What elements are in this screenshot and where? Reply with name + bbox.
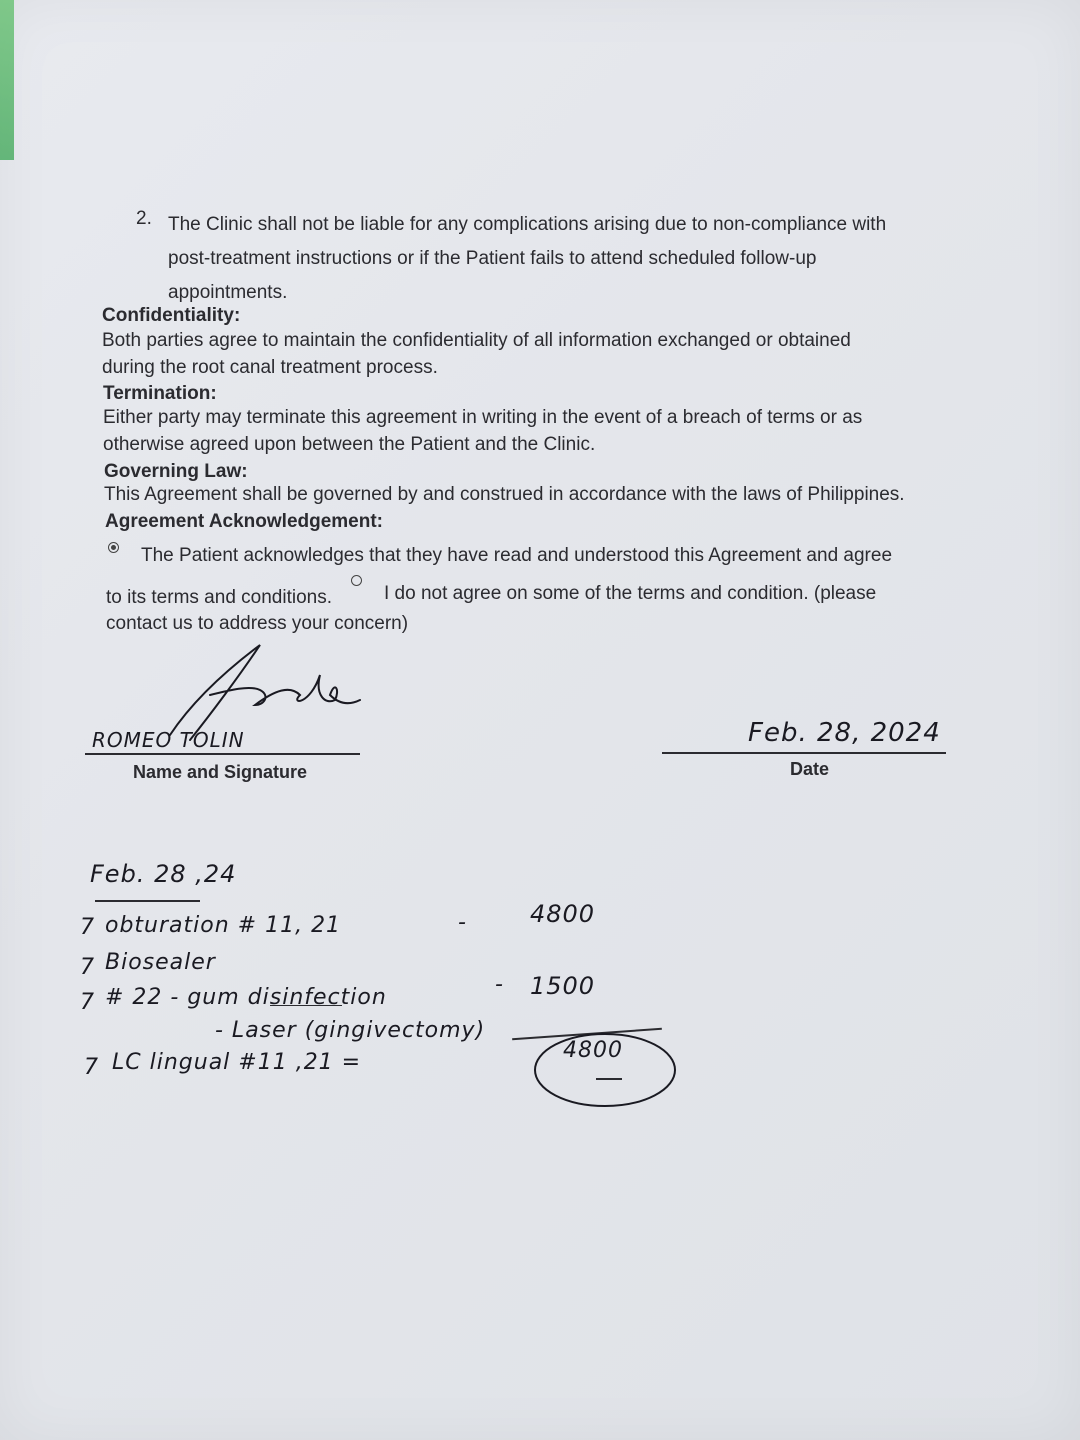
disagree-text-line2: contact us to address your concern)	[106, 613, 409, 634]
total-amount: 4800	[563, 1038, 623, 1063]
note-line-dash: -	[495, 972, 504, 997]
note-line-dash: -	[458, 910, 467, 935]
acknowledgement-heading: Agreement Acknowledgement:	[105, 511, 384, 532]
note-line-text: obturation # 11, 21	[105, 913, 342, 938]
handwritten-patient-name: ROMEO TOLIN	[92, 728, 245, 752]
total-underline	[596, 1078, 622, 1080]
note-line-text: # 22 - gum disinfection	[105, 985, 387, 1010]
agree-radio[interactable]	[108, 542, 119, 553]
agree-text-line1: The Patient acknowledges that they have read and understood this Agreement and agree	[141, 545, 893, 566]
name-signature-label: Name and Signature	[133, 762, 308, 782]
governing-law-body: This Agreement shall be governed by and construed in accordance with the laws of Philippines.	[104, 484, 905, 505]
date-line	[662, 752, 946, 754]
note-line-text: Biosealer	[105, 950, 216, 975]
confidentiality-heading: Confidentiality:	[102, 305, 241, 326]
termination-heading: Termination:	[103, 383, 217, 404]
signature-line	[85, 753, 360, 755]
confidentiality-body-line1: Both parties agree to maintain the confidentiality of all information exchanged or obtained	[102, 330, 851, 351]
termination-body-line1: Either party may terminate this agreement in writing in the event of a breach of terms or as	[103, 407, 863, 428]
notes-date: Feb. 28 ,24	[90, 860, 237, 888]
note-line-text: - Laser (gingivectomy)	[215, 1018, 486, 1043]
note-line-amount: 4800	[530, 900, 596, 928]
date-label: Date	[790, 759, 830, 779]
note-marker: 7	[84, 1055, 99, 1080]
handwritten-date: Feb. 28, 2024	[748, 718, 941, 748]
list-number: 2.	[136, 208, 152, 229]
note-marker: 7	[80, 915, 95, 940]
note-underline	[270, 1005, 342, 1006]
governing-law-heading: Governing Law:	[104, 461, 248, 482]
note-marker: 7	[80, 955, 95, 980]
agree-text-line2: to its terms and conditions.	[106, 587, 332, 608]
notes-date-underline	[95, 900, 200, 902]
termination-body-line2: otherwise agreed upon between the Patient and the Clinic.	[103, 434, 596, 455]
disagree-text-line1: I do not agree on some of the terms and condition. (please	[384, 583, 877, 604]
note-marker: 7	[80, 990, 95, 1015]
note-line-amount: 1500	[530, 972, 596, 1000]
disagree-radio[interactable]	[351, 575, 362, 586]
note-line-text: LC lingual #11 ,21 =	[112, 1050, 362, 1075]
confidentiality-body-line2: during the root canal treatment process.	[102, 357, 438, 378]
background-edge	[0, 0, 14, 160]
clause-liability-text: The Clinic shall not be liable for any complications arising due to non-compliance with post-treatment instructions or if the Patient fails to attend scheduled follow-up appointments.	[168, 214, 887, 303]
